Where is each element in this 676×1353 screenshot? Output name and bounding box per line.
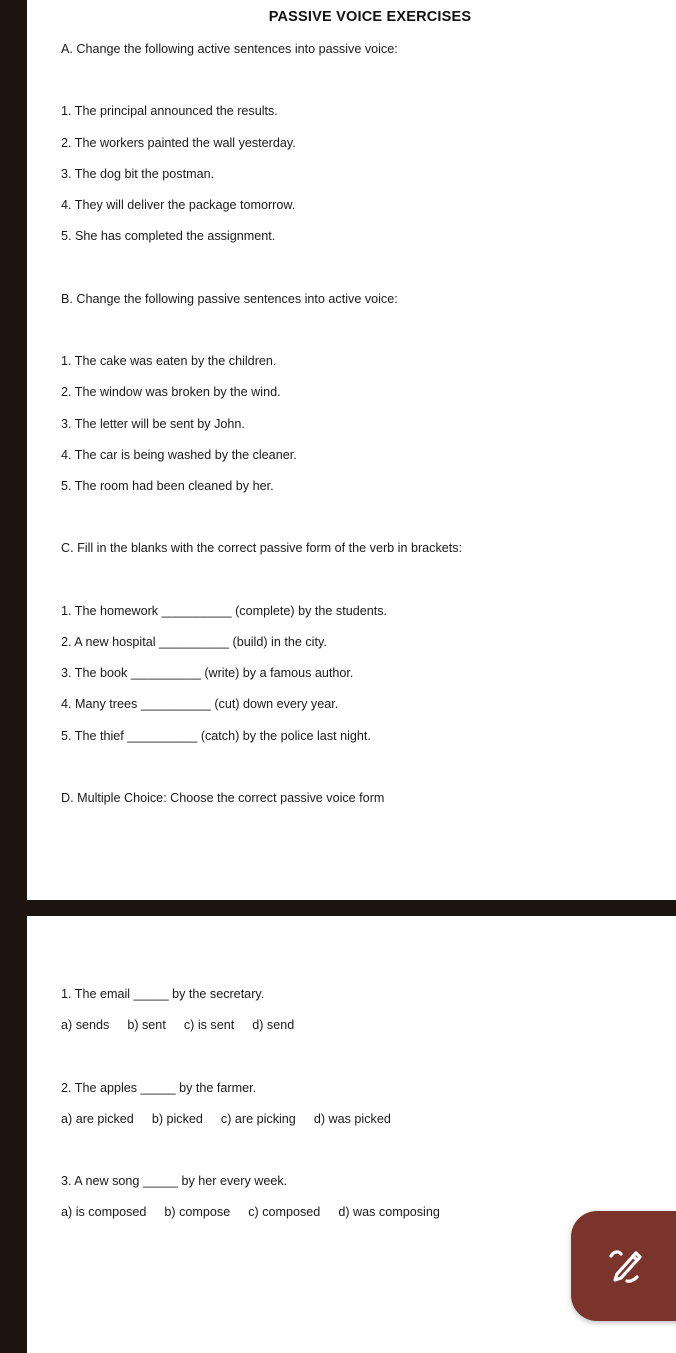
section-b-heading: B. Change the following passive sentences into active voice: [61,292,398,306]
section-b-item-1: 1. The cake was eaten by the children. [61,354,277,368]
section-c-item-2: 2. A new hospital __________ (build) in the city. [61,635,327,649]
section-b-item-4: 4. The car is being washed by the cleaner. [61,448,297,462]
page-title: PASSIVE VOICE EXERCISES [268,9,472,25]
question-3: 3. A new song _____ by her every week. [61,1174,288,1188]
left-edge-bar [0,0,27,1353]
option-c: c) is sent [183,1018,235,1032]
section-d-heading: D. Multiple Choice: Choose the correct passive voice form [61,791,385,805]
section-c-item-1: 1. The homework __________ (complete) by the students. [61,604,388,618]
option-d: d) was composing [338,1205,440,1219]
section-c-item-4: 4. Many trees __________ (cut) down every year. [61,697,339,711]
option-b: b) compose [164,1205,231,1219]
section-b-item-5: 5. The room had been cleaned by her. [61,479,274,493]
section-a-item-5: 5. She has completed the assignment. [61,229,276,243]
section-a-item-2: 2. The workers painted the wall yesterday. [61,136,296,150]
edit-fab-button[interactable] [571,1211,676,1321]
section-b-item-2: 2. The window was broken by the wind. [61,385,281,399]
section-a-heading: A. Change the following active sentences into passive voice: [61,42,398,56]
option-b: b) picked [151,1112,203,1126]
question-1: 1. The email _____ by the secretary. [61,987,265,1001]
pencil-sparkle-icon [608,1247,644,1285]
section-a-item-3: 3. The dog bit the postman. [61,167,215,181]
section-a-item-4: 4. They will deliver the package tomorrow. [61,198,296,212]
option-a: a) is composed [61,1205,147,1219]
option-a: a) sends [61,1018,110,1032]
question-2-options [61,1112,409,1126]
section-a-item-1: 1. The principal announced the results. [61,104,278,118]
section-c-heading: C. Fill in the blanks with the correct passive form of the verb in brackets: [61,541,463,555]
section-c-item-5: 5. The thief __________ (catch) by the police last night. [61,729,371,743]
option-d: d) send [252,1018,295,1032]
section-c-item-3: 3. The book __________ (write) by a famous author. [61,666,354,680]
option-b: b) sent [127,1018,166,1032]
option-c: c) are picking [220,1112,296,1126]
question-3-options [61,1205,458,1219]
question-2: 2. The apples _____ by the farmer. [61,1081,257,1095]
section-b-item-3: 3. The letter will be sent by John. [61,417,245,431]
option-a: a) are picked [61,1112,134,1126]
option-c: c) composed [248,1205,321,1219]
page-break-band [0,900,676,916]
question-1-options [61,1018,312,1032]
option-d: d) was picked [313,1112,391,1126]
